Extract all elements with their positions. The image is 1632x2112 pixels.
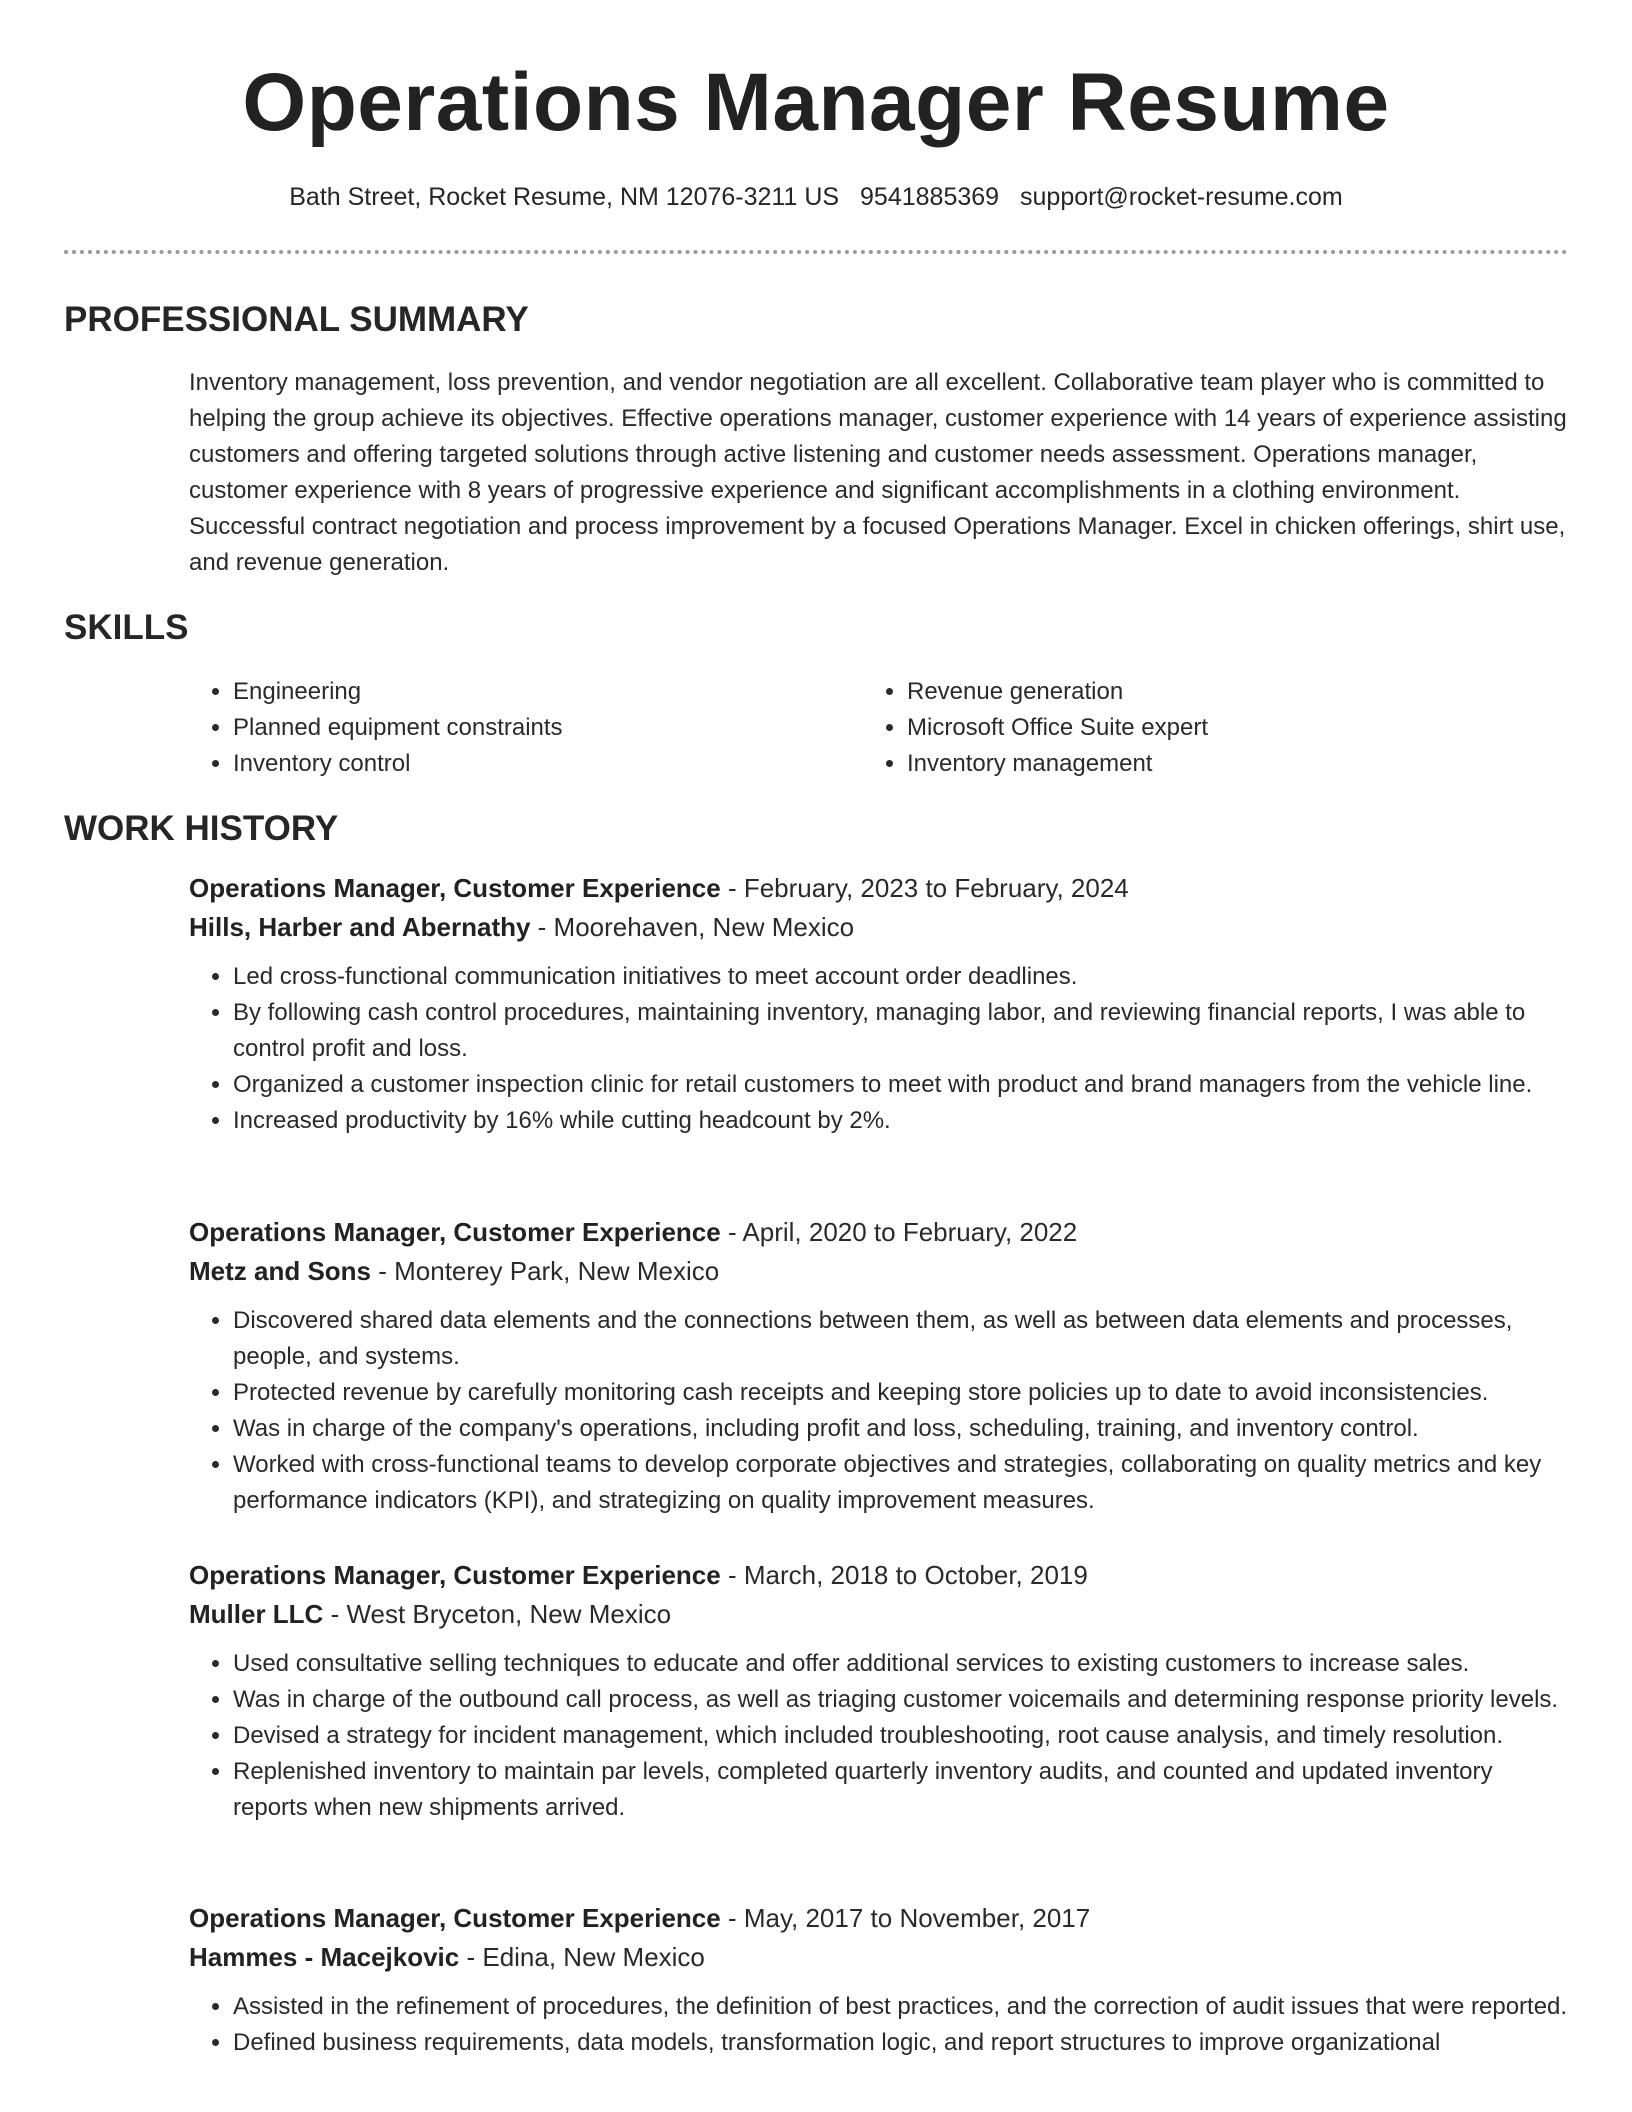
phone-text: 9541885369 [860, 183, 1000, 211]
job-location: - West Bryceton, New Mexico [323, 1599, 672, 1629]
skill-item: • Inventory management [907, 746, 1208, 782]
job-bullets [189, 1646, 1569, 1826]
job-dates: - April, 2020 to February, 2022 [720, 1217, 1078, 1247]
job-title-line [189, 1556, 1569, 1595]
summary-heading: PROFESSIONAL SUMMARY [64, 300, 529, 339]
job-company: Hills, Harber and Abernathy [189, 912, 531, 942]
job-location: - Edina, New Mexico [459, 1942, 705, 1972]
job-entry [189, 1899, 1569, 2061]
job-dates: - March, 2018 to October, 2019 [720, 1560, 1088, 1590]
job-entry [189, 1213, 1569, 1519]
job-bullets [189, 959, 1569, 1139]
job-bullet: • Worked with cross-functional teams to develop corporate objectives and strategies, collaborating on quality metrics and key performance indicators (KPI), and strategizing on quality improvement measures. [233, 1447, 1569, 1519]
address-text: Bath Street, Rocket Resume, NM 12076-3211 US [289, 183, 840, 211]
job-title: Operations Manager, Customer Experience [189, 1903, 721, 1933]
job-entry [189, 869, 1569, 1139]
job-title-line [189, 869, 1569, 908]
skills-list-left [189, 674, 563, 782]
job-title: Operations Manager, Customer Experience [189, 1560, 721, 1590]
job-dates: - May, 2017 to November, 2017 [720, 1903, 1091, 1933]
job-bullet: • Led cross-functional communication initiatives to meet account order deadlines. [233, 959, 1569, 995]
job-bullet: • By following cash control procedures, maintaining inventory, managing labor, and reviewing financial reports, I was able to control profit and loss. [233, 995, 1569, 1067]
skill-item: • Planned equipment constraints [233, 710, 563, 746]
page-title: Operations Manager Resume [242, 57, 1390, 148]
job-title-line [189, 1213, 1569, 1252]
job-bullet: • Devised a strategy for incident management, which included troubleshooting, root cause analysis, and timely resolution. [233, 1718, 1569, 1754]
skill-item: • Engineering [233, 674, 563, 710]
skill-item: • Revenue generation [907, 674, 1208, 710]
job-bullets [189, 1303, 1569, 1519]
job-company: Metz and Sons [189, 1256, 372, 1286]
job-dates: - February, 2023 to February, 2024 [720, 873, 1129, 903]
job-bullet: • Increased productivity by 16% while cutting headcount by 2%. [233, 1103, 1569, 1139]
job-bullet: • Was in charge of the outbound call process, as well as triaging customer voicemails and determining response priority levels. [233, 1682, 1569, 1718]
job-company-line [189, 1252, 1569, 1291]
job-location: - Moorehaven, New Mexico [530, 912, 855, 942]
job-bullet: • Replenished inventory to maintain par levels, completed quarterly inventory audits, and counted and updated inventory reports when new shipments arrived. [233, 1754, 1569, 1826]
skills-list-right [863, 674, 1208, 782]
job-bullet: • Defined business requirements, data models, transformation logic, and report structures to improve organizational [233, 2025, 1569, 2061]
job-bullet: • Organized a customer inspection clinic for retail customers to meet with product and brand managers from the vehicle line. [233, 1067, 1569, 1103]
job-title: Operations Manager, Customer Experience [189, 1217, 721, 1247]
work-history-heading: WORK HISTORY [64, 809, 339, 848]
skills-heading: SKILLS [64, 608, 189, 647]
job-location: - Monterey Park, New Mexico [371, 1256, 720, 1286]
job-bullet: • Used consultative selling techniques to educate and offer additional services to existing customers to increase sales. [233, 1646, 1569, 1682]
job-company-line [189, 1938, 1569, 1977]
job-company-line [189, 908, 1569, 947]
contact-line [0, 183, 1632, 212]
job-bullet: • Protected revenue by carefully monitoring cash receipts and keeping store policies up to date to avoid inconsistencies. [233, 1375, 1569, 1411]
skill-item: • Microsoft Office Suite expert [907, 710, 1208, 746]
summary-text: Inventory management, loss prevention, and vendor negotiation are all excellent. Collaborative team player who is committed to helping the group achieve its objectives. Effective operations manager, customer experience with 14 years of experience assisting customers and offering targeted solutions through active listening and customer needs assessment. Operations manager, customer experience with 8 years of progressive experience and significant accomplishments in a clothing environment. Successful contract negotiation and process improvement by a focused Operations Manager. Excel in chicken offerings, shirt use, and revenue generation. [189, 369, 1567, 576]
job-bullet: • Discovered shared data elements and the connections between them, as well as between data elements and processes, people, and systems. [233, 1303, 1569, 1375]
job-bullet: • Assisted in the refinement of procedures, the definition of best practices, and the correction of audit issues that were reported. [233, 1989, 1569, 2025]
header-divider [64, 250, 1568, 254]
job-company: Muller LLC [189, 1599, 324, 1629]
email-text: support@rocket-resume.com [1020, 183, 1343, 211]
job-bullet: • Was in charge of the company's operations, including profit and loss, scheduling, training, and inventory control. [233, 1411, 1569, 1447]
job-company: Hammes - Macejkovic [189, 1942, 460, 1972]
job-title: Operations Manager, Customer Experience [189, 873, 721, 903]
skill-item: • Inventory control [233, 746, 563, 782]
job-company-line [189, 1595, 1569, 1634]
job-title-line [189, 1899, 1569, 1938]
job-entry [189, 1556, 1569, 1826]
job-bullets [189, 1989, 1569, 2061]
